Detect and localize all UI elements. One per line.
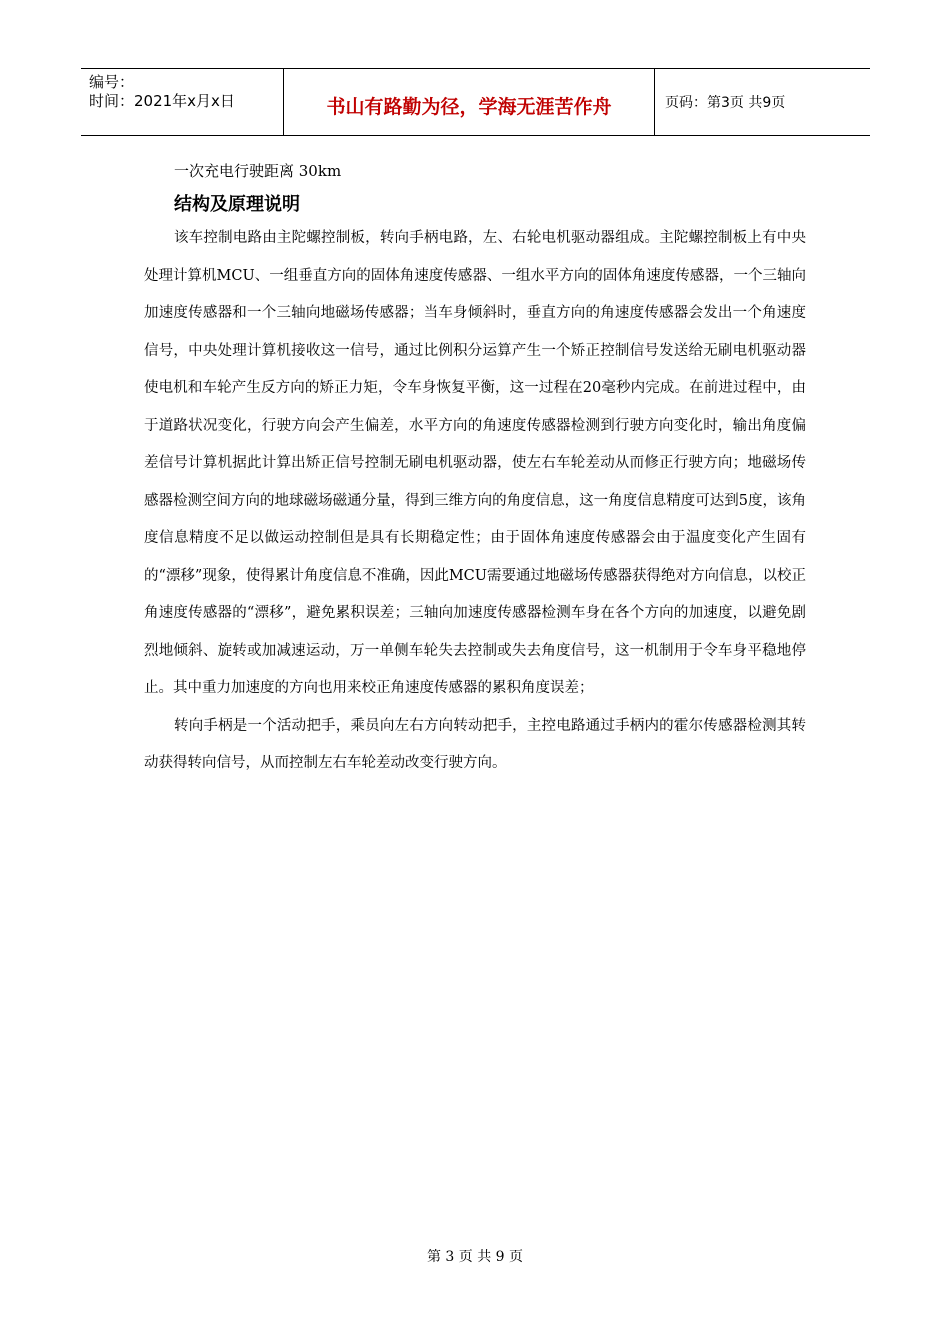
document-body: [144, 156, 806, 783]
time-label: 时间：2021年x月x日: [89, 92, 235, 110]
section-heading: 结构及原理说明: [174, 194, 300, 215]
number-label: 编号：: [89, 73, 135, 91]
range-line: 一次充电行驶距离 30km: [174, 162, 342, 180]
header-meta: [81, 69, 283, 135]
document-header: [81, 68, 870, 136]
paragraph-structure: 该车控制电路由主陀螺控制板，转向手柄电路，左、右轮电机驱动器组成。主陀螺控制板上有中央处理计算机MCU、一组垂直方向的固体角速度传感器、一组水平方向的固体角速度传感器，一个三轴向加速度传感器和一个三轴向地磁场传感器；当车身倾斜时，垂直方向的角速度传感器会发出一个角速度信号，中央处理计算机接收这一信号，通过比例积分运算产生一个矫正控制信号发送给无刷电机驱动器使电机和车轮产生反方向的矫正力矩，令车身恢复平衡，这一过程在20毫秒内完成。在前进过程中，由于道路状况变化，行驶方向会产生偏差，水平方向的角速度传感器检测到行驶方向变化时，输出角度偏差信号计算机据此计算出矫正信号控制无刷电机驱动器，使左右车轮差动从而修正行驶方向；地磁场传感器检测空间方向的地球磁场磁通分量，得到三维方向的角度信息，这一角度信息精度可达到5度，该角度信息精度不足以做运动控制但是具有长期稳定性；由于固体角速度传感器会由于温度变化产生固有的“漂移”现象，使得累计角度信息不准确，因此MCU需要通过地磁场传感器获得绝对方向信息，以校正角速度传感器的“漂移”，避免累积误差；三轴向加速度传感器检测车身在各个方向的加速度，以避免剧烈地倾斜、旋转或加减速运动，万一单侧车轮失去控制或失去角度信号，这一机制用于令车身平稳地停止。其中重力加速度的方向也用来校正角速度传感器的累积角度误差；: [144, 230, 806, 696]
header-page-info: 页码：第3页 共9页: [665, 95, 786, 111]
page-footer: 第 3 页 共 9 页: [426, 1249, 524, 1265]
header-motto: 书山有路勤为径，学海无涯苦作舟: [283, 69, 655, 135]
paragraph-steering: 转向手柄是一个活动把手，乘员向左右方向转动把手，主控电路通过手柄内的霍尔传感器检测其转动获得转向信号，从而控制左右车轮差动改变行驶方向。: [144, 717, 806, 771]
